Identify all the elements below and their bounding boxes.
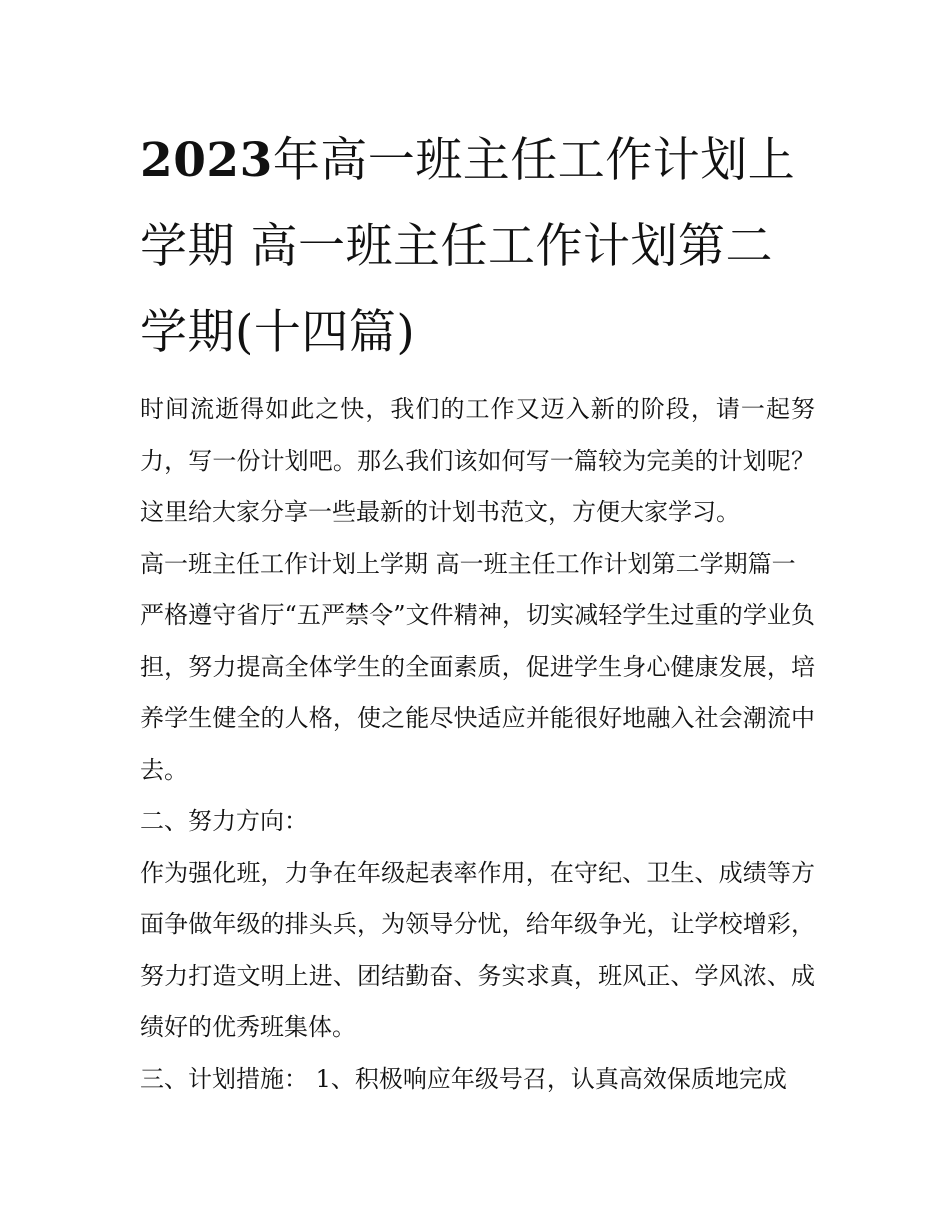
subheading-direction: 二、努力方向： — [140, 807, 308, 835]
document-page — [140, 118, 815, 1105]
section-heading: 高一班主任工作计划上学期 高一班主任工作计划第二学期篇一 — [140, 549, 796, 578]
body-paragraph: 作为强化班，力争在年级起表率作用，在守纪、卫生、成绩等方面争做年级的排头兵，为领导分忧，给年级争光，让学校增彩，努力打造文明上进、团结勤奋、务实求真，班风正、学风浓、成绩好的优秀班集体。 — [140, 858, 815, 1041]
document-title — [140, 118, 815, 376]
subheading-measures: 三、计划措施： 1、积极响应年级号召，认真高效保质地完成 — [140, 1064, 787, 1093]
intro-paragraph: 时间流逝得如此之快，我们的工作又迈入新的阶段，请一起努力，写一份计划吧。那么我们该如何写一篇较为完美的计划呢？这里给大家分享一些最新的计划书范文，方便大家学习。 — [140, 395, 815, 526]
document-body — [140, 384, 815, 1105]
title-year: 2023 — [140, 133, 273, 188]
body-paragraph: 严格遵守省厅“五严禁令”文件精神，切实减轻学生过重的学业负担，努力提高全体学生的全面素质，促进学生身心健康发展，培养学生健全的人格，使之能尽快适应并能很好地融入社会潮流中去。 — [140, 601, 815, 784]
title-text: 年高一班主任工作计划上学期 高一班主任工作计划第二学期(十四篇) — [140, 133, 796, 360]
